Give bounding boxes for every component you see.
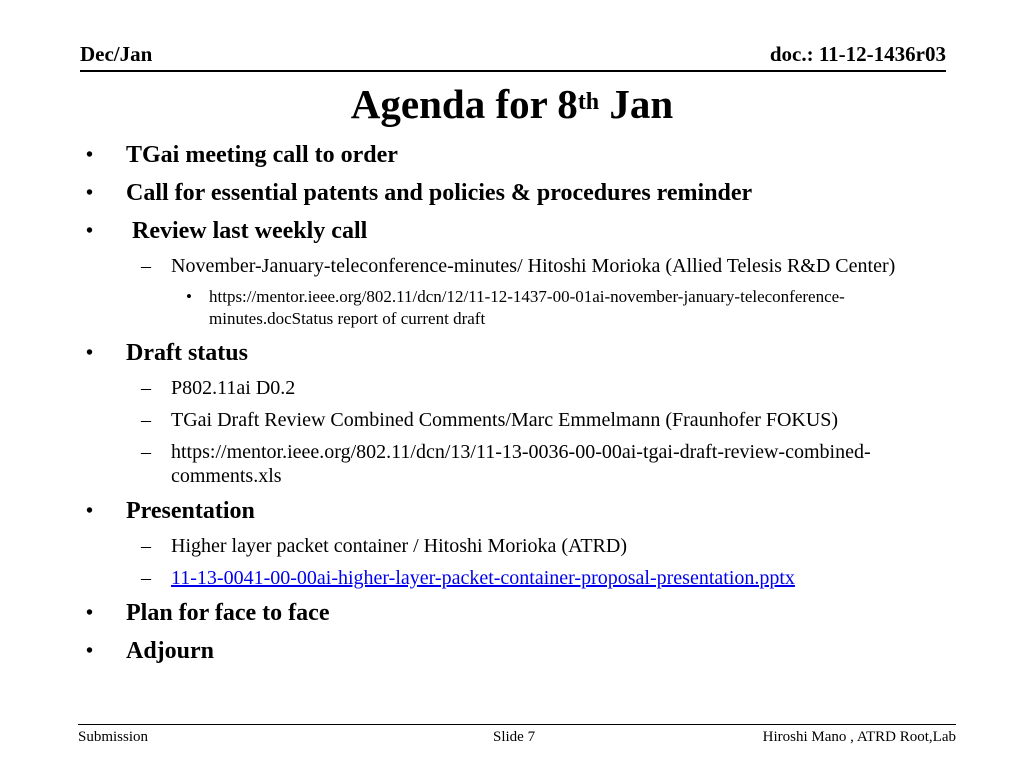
bullet-icon: • (186, 287, 192, 306)
agenda-subitem (131, 440, 951, 488)
dash-icon: – (141, 409, 151, 431)
title-main: Agenda for 8 (350, 81, 578, 127)
agenda-item-text: Adjourn (126, 638, 215, 664)
agenda-subitem (131, 254, 951, 278)
agenda-item-text: Presentation (126, 498, 255, 524)
agenda-item (86, 598, 986, 628)
bullet-icon: • (86, 144, 94, 166)
agenda-item (86, 636, 986, 666)
slide-title (0, 80, 1024, 128)
agenda-item (86, 140, 986, 170)
agenda-item-text: Draft status (126, 340, 248, 366)
agenda-subitem-text: P802.11ai D0.2 (171, 377, 296, 399)
agenda-item (86, 338, 986, 368)
slide-header (80, 42, 946, 72)
footer-slide-number: Slide 7 (493, 729, 536, 745)
agenda-subitem (131, 408, 991, 432)
agenda-item (86, 496, 986, 526)
bullet-icon: • (86, 602, 94, 624)
agenda-item-text: Plan for face to face (126, 600, 330, 626)
bullet-icon: • (86, 500, 94, 522)
bullet-icon: • (86, 342, 94, 364)
minutes-url-text: https://mentor.ieee.org/802.11/dcn/12/11-12-1437-00-01ai-november-january-teleconference-minutes.docStatus report of current draft (209, 287, 845, 328)
dash-icon: – (141, 255, 151, 277)
footer-author: Hiroshi Mano , ATRD Root,Lab (762, 729, 956, 745)
agenda-item-text: TGai meeting call to order (126, 142, 398, 168)
agenda-item (86, 178, 986, 208)
title-superscript: th (577, 89, 600, 115)
header-date: Dec/Jan (80, 42, 153, 66)
bullet-icon: • (86, 220, 94, 242)
agenda-subitem (131, 376, 951, 400)
agenda-subitem (131, 534, 951, 558)
header-doc-number: doc.: 11-12-1436r03 (769, 42, 946, 66)
agenda-subitem-text: Higher layer packet container / Hitoshi Morioka (ATRD) (171, 535, 627, 557)
agenda-item (86, 216, 986, 246)
agenda-subitem (131, 566, 991, 590)
agenda-list (86, 140, 986, 674)
dash-icon: – (141, 535, 151, 557)
presentation-link[interactable]: 11-13-0041-00-00ai-higher-layer-packet-container-proposal-presentation.pptx (171, 567, 795, 589)
title-end: Jan (599, 81, 674, 127)
slide-footer (78, 724, 956, 745)
dash-icon: – (141, 567, 151, 589)
footer-submission: Submission (78, 729, 149, 745)
combined-comments-url-text: https://mentor.ieee.org/802.11/dcn/13/11-13-0036-00-00ai-tgai-draft-review-combined-comments.xls (171, 441, 871, 487)
agenda-item-text: Call for essential patents and policies & procedures reminder (126, 180, 753, 206)
agenda-subitem-text: November-January-teleconference-minutes/ Hitoshi Morioka (Allied Telesis R&D Center) (171, 255, 896, 277)
agenda-subsubitem (186, 286, 909, 330)
dash-icon: – (141, 377, 151, 399)
dash-icon: – (141, 441, 151, 463)
bullet-icon: • (86, 640, 94, 662)
bullet-icon: • (86, 182, 94, 204)
agenda-item-text: Review last weekly call (126, 218, 368, 244)
agenda-subitem-text: TGai Draft Review Combined Comments/Marc Emmelmann (Fraunhofer FOKUS) (171, 409, 839, 431)
